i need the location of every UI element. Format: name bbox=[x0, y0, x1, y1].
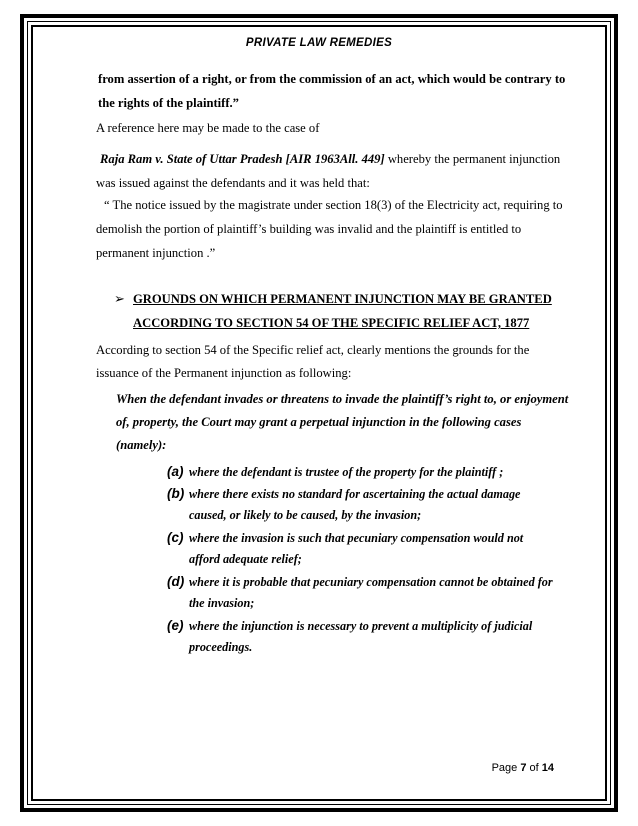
item-label: (d) bbox=[167, 574, 185, 589]
reference-intro: A reference here may be made to the case of bbox=[96, 121, 320, 135]
list-item bbox=[167, 618, 532, 634]
statute-line-2: of, property, the Court may grant a perpetual injunction in the following cases bbox=[116, 415, 522, 429]
section-heading-line-2: ACCORDING TO SECTION 54 OF THE SPECIFIC RELIEF ACT, 1877 bbox=[133, 316, 530, 330]
item-text: where there exists no standard for ascertaining the actual damage bbox=[189, 487, 521, 501]
intro-line-2: issuance of the Permanent injunction as following: bbox=[96, 366, 352, 380]
list-item bbox=[167, 486, 520, 502]
notice-quote-line-1: “ The notice issued by the magistrate under section 18(3) of the Electricity act, requiring to bbox=[104, 198, 563, 212]
page-number bbox=[492, 762, 554, 774]
notice-quote-line-2: demolish the portion of plaintiff’s building was invalid and the plaintiff is entitled to bbox=[96, 222, 522, 236]
case-line-1 bbox=[100, 152, 560, 167]
case-line-2: was issued against the defendants and it was held that: bbox=[96, 176, 370, 190]
bullet-arrow-icon: ➢ bbox=[114, 291, 125, 306]
current-page: 7 bbox=[520, 762, 527, 774]
intro-line-1: According to section 54 of the Specific relief act, clearly mentions the grounds for the bbox=[96, 343, 530, 357]
total-pages: 14 bbox=[541, 762, 554, 774]
item-label: (b) bbox=[167, 486, 185, 501]
item-label: (a) bbox=[167, 464, 184, 479]
item-text: where the injunction is necessary to prevent a multiplicity of judicial bbox=[189, 619, 533, 633]
list-item bbox=[167, 530, 523, 546]
section-heading-line-1: GROUNDS ON WHICH PERMANENT INJUNCTION MAY BE GRANTED bbox=[133, 292, 552, 306]
page-header: PRIVATE LAW REMEDIES bbox=[245, 37, 393, 49]
item-text: where the invasion is such that pecuniary compensation would not bbox=[189, 531, 524, 545]
case-name: Raja Ram v. State of Uttar Pradesh [AIR 1963All. 449] bbox=[100, 152, 385, 166]
item-continuation: proceedings. bbox=[189, 640, 253, 654]
list-item bbox=[167, 574, 553, 590]
case-description: whereby the permanent injunction bbox=[384, 152, 561, 166]
list-item bbox=[167, 464, 503, 480]
page-prefix: Page bbox=[491, 762, 521, 774]
item-text: where the defendant is trustee of the property for the plaintiff ; bbox=[189, 465, 504, 479]
notice-quote-line-3: permanent injunction .” bbox=[96, 246, 216, 260]
quote-continuation-line-2: the rights of the plaintiff.” bbox=[98, 96, 239, 110]
item-continuation: the invasion; bbox=[189, 596, 255, 610]
statute-line-1: When the defendant invades or threatens to invade the plaintiff’s right to, or enjoyment bbox=[116, 392, 569, 406]
item-label: (e) bbox=[167, 618, 184, 633]
item-label: (c) bbox=[167, 530, 184, 545]
quote-continuation-line-1: from assertion of a right, or from the commission of an act, which would be contrary to bbox=[98, 72, 566, 86]
statute-line-3: (namely): bbox=[116, 438, 167, 452]
item-continuation: caused, or likely to be caused, by the invasion; bbox=[189, 508, 422, 522]
item-text: where it is probable that pecuniary compensation cannot be obtained for bbox=[189, 575, 553, 589]
page-of: of bbox=[526, 762, 542, 774]
item-continuation: afford adequate relief; bbox=[189, 552, 302, 566]
page-border-inner bbox=[31, 25, 607, 801]
